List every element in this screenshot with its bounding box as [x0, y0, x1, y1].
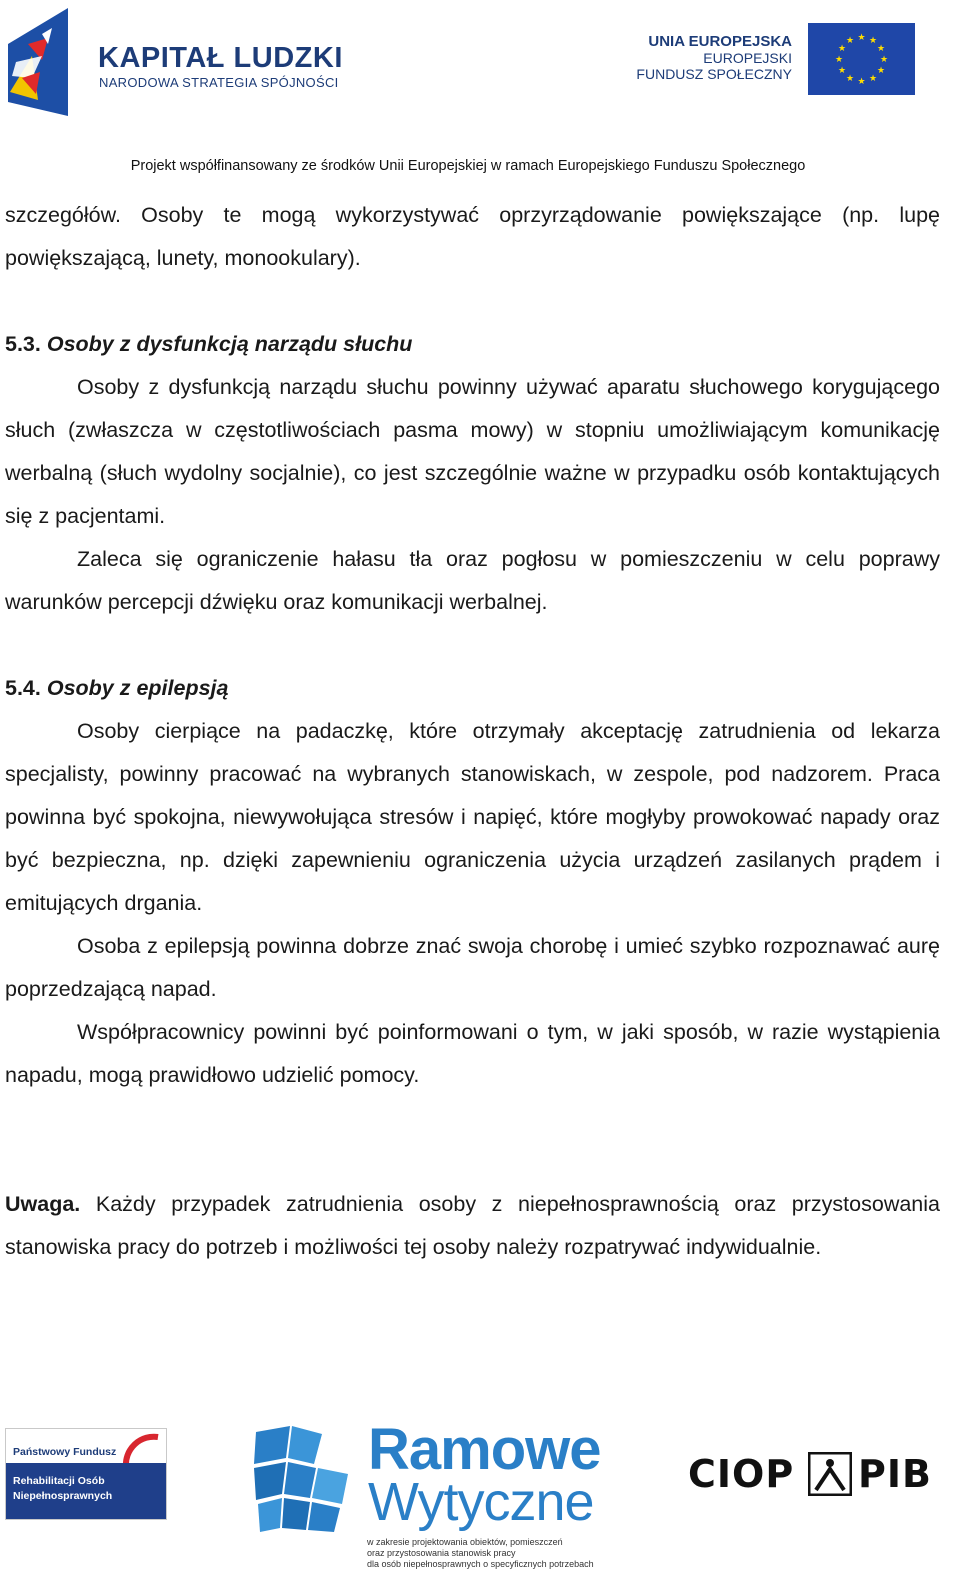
svg-text:★: ★ [868, 74, 878, 84]
ramowe-subtitle [367, 1537, 594, 1570]
pfron-line-1: Państwowy Fundusz [13, 1446, 117, 1458]
svg-text:★: ★ [876, 66, 886, 76]
spacer [5, 1097, 940, 1183]
section-number: 5.4. [5, 676, 41, 700]
section-heading-5-4 [5, 667, 940, 710]
ramowe-subtitle-line-1: w zakresie projektowania obiektów, pomieszczeń [367, 1537, 563, 1547]
ciop-pib-symbol-icon [808, 1452, 852, 1496]
svg-text:★: ★ [857, 33, 866, 43]
pfron-line-2: Rehabilitacji Osób [13, 1475, 105, 1487]
spacer [5, 280, 940, 323]
svg-text:★: ★ [868, 36, 878, 46]
ramowe-subtitle-line-3: dla osób niepełnosprawnych o specyficznych potrzebach [367, 1559, 594, 1569]
svg-text:★: ★ [837, 66, 847, 76]
kapital-ludzki-logo [2, 4, 76, 116]
section-5-4-paragraph-1: Osoby cierpiące na padaczkę, które otrzymały akceptację zatrudnienia od lekarza specjalisty, powinny pracować na wybranych stanowiskach, w zespole, pod nadzorem. Praca powinna być spokojna, niewywołująca stresów i napięć, które mogłyby prowokować napady oraz być bezpieczna, np. dzięki zapewnieniu ograniczenia użycia urządzeń zasilanych prądem i emitujących drgania. [5, 719, 940, 915]
eu-line-3: FUNDUSZ SPOŁECZNY [636, 66, 792, 82]
svg-text:★: ★ [879, 55, 889, 65]
svg-text:★: ★ [845, 74, 855, 84]
eu-text-block [636, 33, 792, 82]
section-title: Osoby z dysfunkcją narządu słuchu [46, 332, 413, 356]
eu-line-1: UNIA EUROPEJSKA [648, 33, 792, 50]
pib-text: PIB [858, 1452, 932, 1496]
svg-text:★: ★ [876, 44, 886, 54]
ramowe-wytyczne-mark-icon [252, 1424, 352, 1534]
eu-line-2: EUROPEJSKI [703, 50, 792, 66]
section-title: Osoby z epilepsją [46, 676, 229, 700]
section-heading-5-3 [5, 323, 940, 366]
pfron-logo-bar [6, 1463, 166, 1519]
section-5-3-paragraph-2: Zaleca się ograniczenie hałasu tła oraz pogłosu w pomieszczeniu w celu poprawy warunków percepcji dźwięku oraz komunikacji werbalnej. [5, 547, 940, 614]
note-label: Uwaga. [5, 1192, 81, 1216]
pfron-line-3: Niepełnosprawnych [13, 1490, 113, 1502]
section-5-4-paragraph-2: Osoba z epilepsją powinna dobrze znać swoja chorobę i umieć szybko rozpoznawać aurę poprzedzającą napad. [5, 934, 940, 1001]
eu-flag-icon [808, 23, 915, 95]
note-text: Każdy przypadek zatrudnienia osoby z niepełnosprawnością oraz przystosowania stanowiska pracy do potrzeb i możliwości tej osoby należy rozpatrywać indywidualnie. [5, 1192, 940, 1259]
section-5-4-paragraph-3: Współpracownicy powinni być poinformowani o tym, w jaki sposób, w razie wystąpienia napadu, mogą prawidłowo udzielić pomocy. [5, 1020, 940, 1087]
svg-text:★: ★ [834, 55, 844, 65]
kapital-ludzki-subtitle: NARODOWA STRATEGIA SPÓJNOŚCI [99, 75, 339, 90]
section-5-3-paragraph-1: Osoby z dysfunkcją narządu słuchu powinny używać aparatu słuchowego korygującego słuch (zwłaszcza w częstotliwościach pasma mowy) w stopniu umożliwiającym komunikację werbalną (słuch wydolny socjalnie), co jest szczególnie ważne w przypadku osób kontaktujących się z pacjentami. [5, 375, 940, 528]
svg-text:★: ★ [857, 77, 866, 87]
ramowe-subtitle-line-2: oraz przystosowania stanowisk pracy [367, 1548, 516, 1558]
pfron-logo [5, 1428, 167, 1520]
project-cofinancing-line: Projekt współfinansowany ze środków Unii Europejskiej w ramach Europejskiego Funduszu Społecznego [130, 158, 806, 174]
ciop-text: CIOP [688, 1452, 795, 1496]
svg-text:★: ★ [837, 44, 847, 54]
svg-text:★: ★ [845, 36, 855, 46]
section-number: 5.3. [5, 332, 41, 356]
page-header [0, 0, 960, 190]
document-body [5, 194, 940, 1269]
note-paragraph [5, 1183, 940, 1269]
spacer [5, 624, 940, 667]
ramowe-title: Ramowe [368, 1417, 601, 1482]
kapital-ludzki-title: KAPITAŁ LUDZKI [98, 42, 343, 74]
intro-paragraph: szczegółów. Osoby te mogą wykorzystywać oprzyrządowanie powiększające (np. lupę powiększającą, lunety, monookulary). [5, 203, 940, 270]
wytyczne-title: Wytyczne [368, 1472, 594, 1532]
